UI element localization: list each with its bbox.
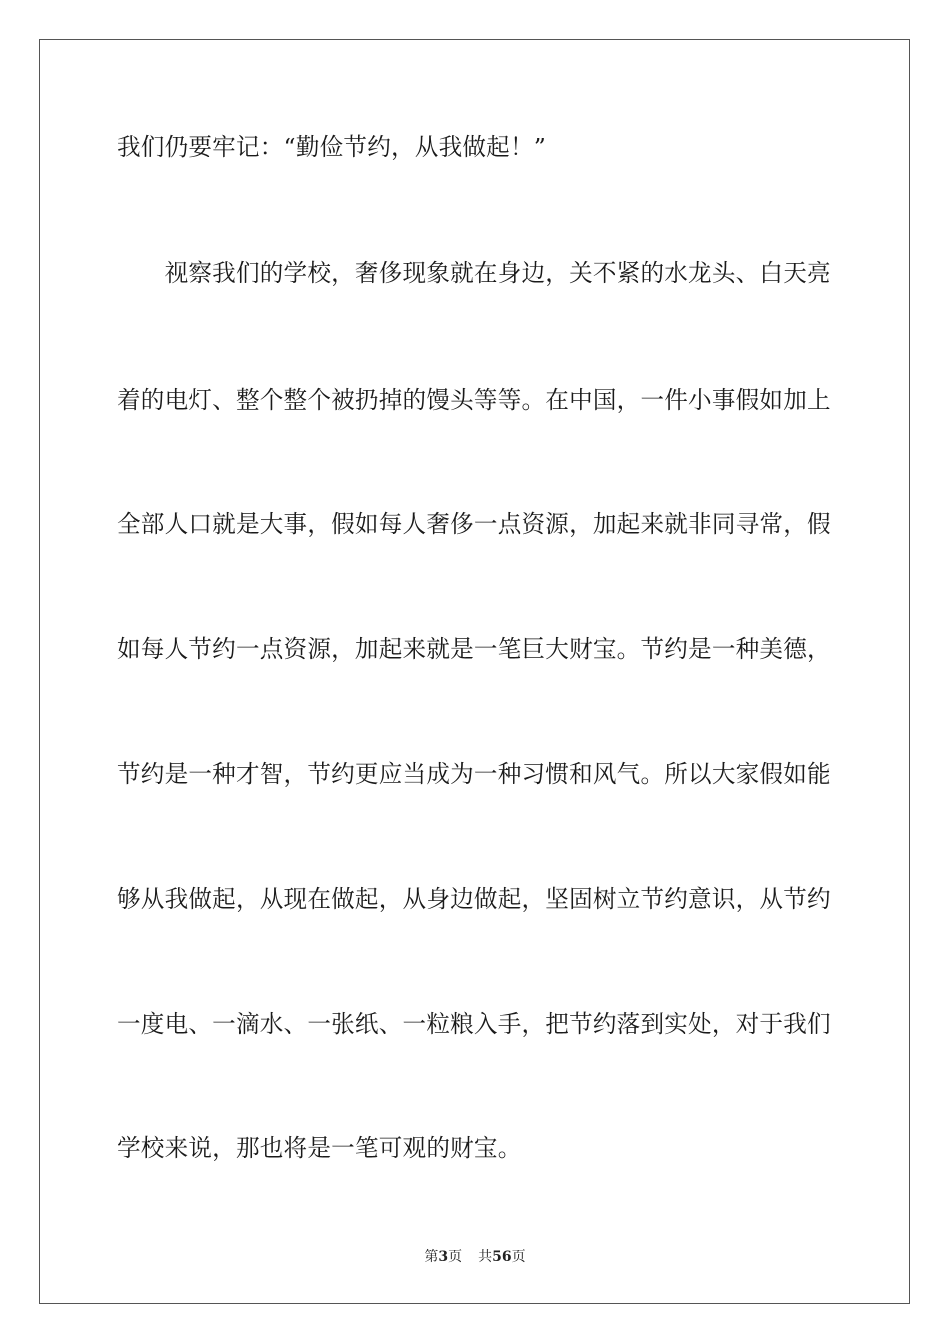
text-line-9: 学校来说，那也将是一笔可观的财宝。	[117, 1134, 522, 1162]
page-prefix: 第	[424, 1249, 439, 1265]
text-line-1: 我们仍要牢记：“勤俭节约，从我做起！”	[117, 133, 547, 161]
total-prefix: 共	[478, 1249, 493, 1265]
page-footer	[0, 1248, 950, 1266]
page-number: 3	[438, 1249, 449, 1265]
text-line-8: 一度电、一滴水、一张纸、一粒粮入手，把节约落到实处，对于我们	[117, 1010, 831, 1038]
page-suffix: 页	[448, 1249, 463, 1265]
text-line-6: 节约是一种才智，节约更应当成为一种习惯和风气。所以大家假如能	[117, 760, 831, 788]
total-suffix: 页	[511, 1249, 526, 1265]
text-line-3: 着的电灯、整个整个被扔掉的馒头等等。在中国，一件小事假如加上	[117, 386, 831, 414]
total-pages: 56	[492, 1249, 512, 1265]
text-line-2: 视察我们的学校，奢侈现象就在身边，关不紧的水龙头、白天亮	[117, 259, 831, 287]
text-line-4: 全部人口就是大事，假如每人奢侈一点资源，加起来就非同寻常，假	[117, 510, 831, 538]
page-frame	[39, 39, 910, 1304]
text-line-7: 够从我做起，从现在做起，从身边做起，坚固树立节约意识，从节约	[117, 885, 831, 913]
text-line-5: 如每人节约一点资源，加起来就是一笔巨大财宝。节约是一种美德，	[117, 635, 831, 663]
